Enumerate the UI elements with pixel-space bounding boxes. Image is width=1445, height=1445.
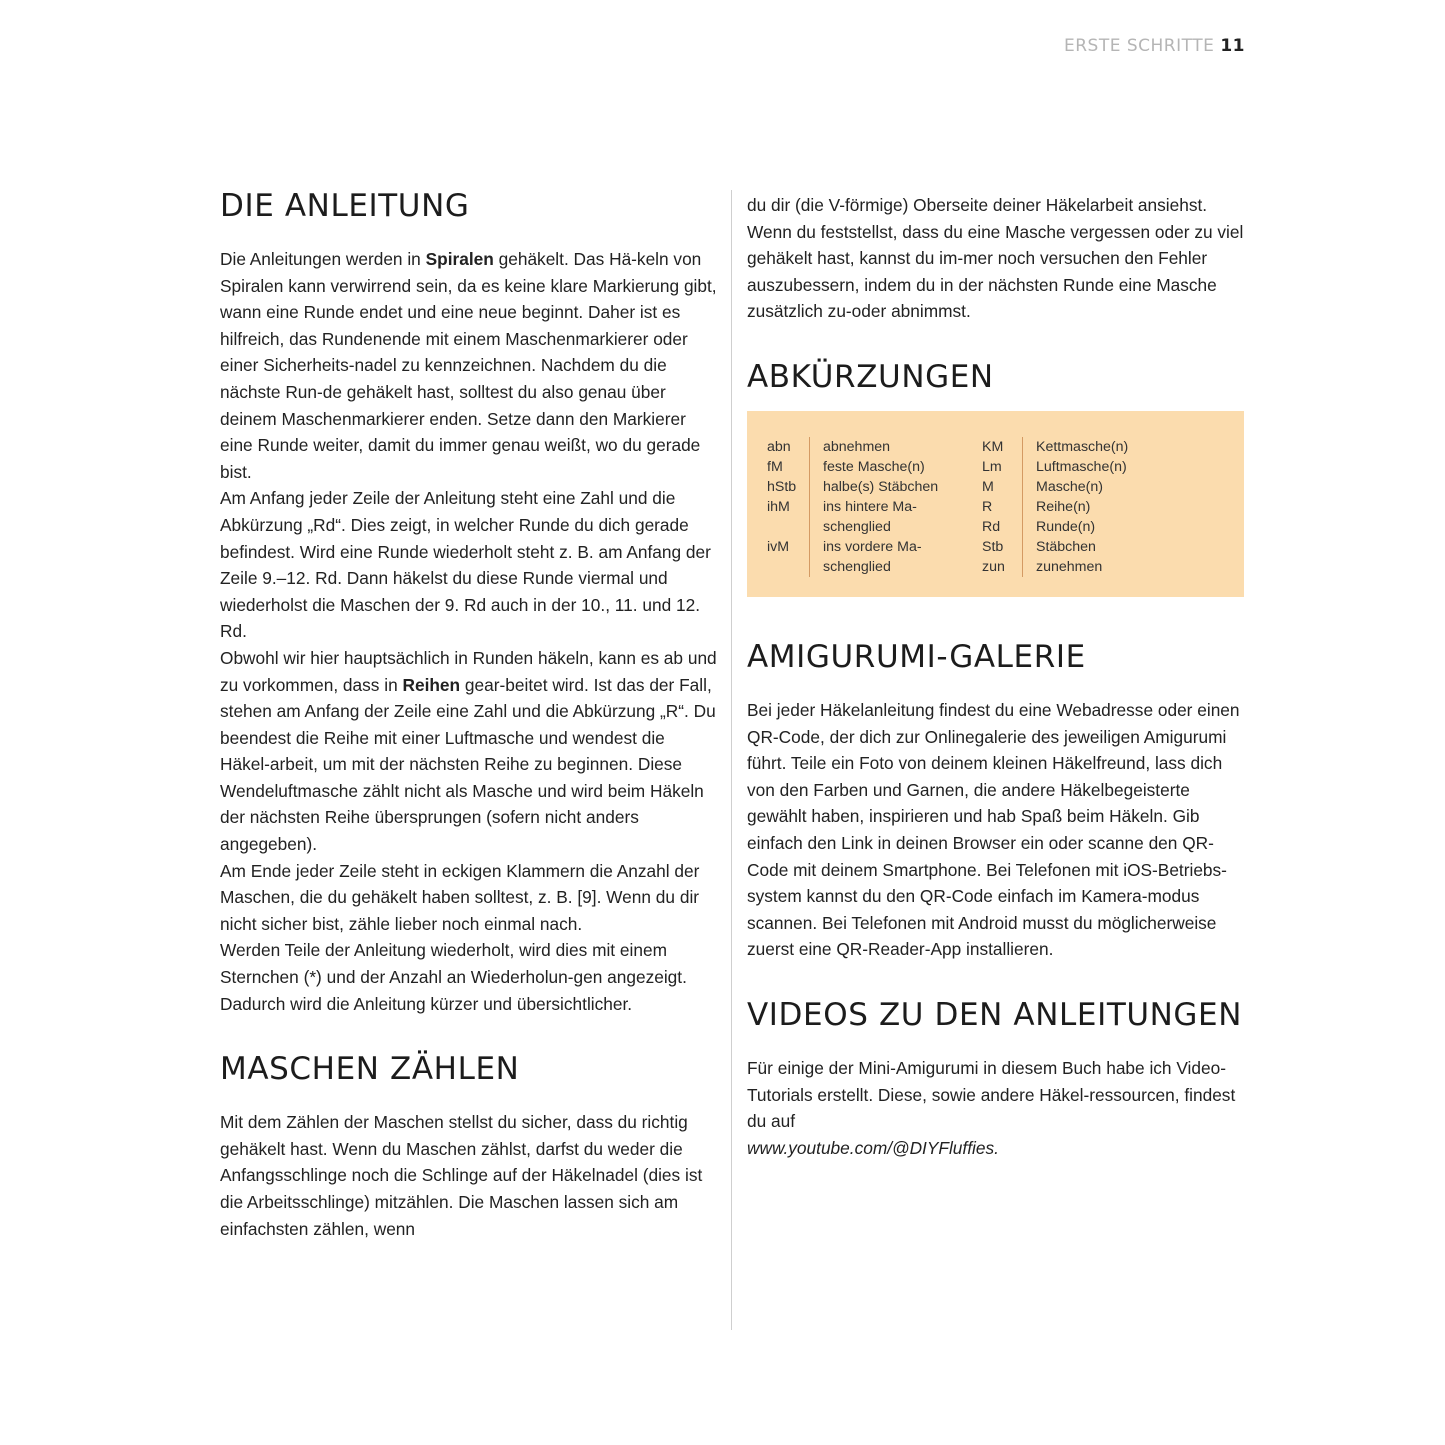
abbr-description: Runde(n) (1036, 518, 1096, 535)
heading-maschen-zaehlen: MASCHEN ZÄHLEN (220, 1051, 520, 1088)
bold-term-spiralen: Spiralen (425, 249, 494, 269)
abbr-codes-left (767, 437, 809, 577)
abbr-code (767, 517, 809, 537)
paragraph-maschen-zaehlen: Mit dem Zählen der Maschen stellst du sicher, dass du richtig gehäkelt hast. Wenn du Maschen zählst, darfst du weder die Anfangsschlinge noch die Schlinge auf der Häkelnadel (dies ist die Arbeitsschlinge) mitzählen. Die Maschen lassen sich am einfachsten zählen, wenn (220, 1112, 703, 1239)
left-column (220, 186, 718, 1242)
paragraph-wiederholungen: Werden Teile der Anleitung wiederholt, wird dies mit einem Sternchen (*) und der Anzahl an Wiederholun-gen angezeigt. Dadurch wird die Anleitung kürzer und übersichtlicher. (220, 940, 687, 1014)
text-run: Für einige der Mini-Amigurumi in diesem Buch habe ich Video-Tutorials erstellt. Diese, sowie andere Häkel-ressourcen, findest du auf (747, 1057, 1236, 1132)
abbr-description: schenglied (823, 558, 891, 575)
abbr-code: hStb (767, 478, 797, 495)
abbr-code: abn (767, 438, 791, 455)
paragraph-maschen-fortsetzung: du dir (die V-förmige) Oberseite deiner Häkelarbeit ansiehst. Wenn du feststellst, dass du eine Masche vergessen oder zu viel gehäkelt hast, kannst du im-mer noch versuchen den Fehler auszubessern, indem du in der nächsten Runde eine Masche zusätzlich zu-oder abnimmst. (747, 195, 1244, 322)
abbr-description: halbe(s) Stäbchen (823, 478, 939, 495)
abbreviation-table (747, 411, 1244, 597)
paragraph-videos (747, 1055, 1245, 1161)
abbr-code: zun (982, 558, 1005, 575)
abbr-description: ins hintere Ma- (823, 498, 917, 515)
abbr-description: Kettmasche(n) (1036, 438, 1129, 455)
abbr-code: R (982, 498, 993, 515)
abbr-description: schenglied (823, 518, 891, 535)
abbr-code: ihM (767, 498, 790, 515)
text-run: gehäkelt. Das Hä-keln von Spiralen kann verwirrend sein, da es keine klare Markierung gibt, wann eine Runde endet und eine neue beginnt. Daher ist es hilfreich, das Rundenende mit einem Maschenmarkierer oder einer Sicherheits-nadel zu kennzeichnen. Nachdem du die nächste Run-de gehäkelt hast, solltest du also genau über deinem Maschenmarkierer enden. Setze dann den Markierer eine Runde weiter, damit du immer genau weißt, wo du gerade bist. (220, 249, 717, 482)
heading-amigurumi-galerie: AMIGURUMI-GALERIE (747, 638, 1086, 675)
heading-videos: VIDEOS ZU DEN ANLEITUNGEN (747, 996, 1243, 1033)
paragraph-klammern: Am Ende jeder Zeile steht in eckigen Klammern die Anzahl der Maschen, die du gehäkelt haben solltest, z. B. [9]. Wenn du dir nicht sicher bist, zähle lieber noch einmal nach. (220, 860, 700, 934)
paragraph-spiralen (220, 246, 718, 485)
abbr-code: Stb (982, 538, 1004, 555)
abbr-descriptions-left (809, 437, 957, 577)
right-column (747, 192, 1245, 1161)
abbr-code: Lm (982, 458, 1002, 475)
paragraph-galerie: Bei jeder Häkelanleitung findest du eine Webadresse oder einen QR-Code, der dich zur Onlinegalerie des jeweiligen Amigurumi führt. Teile ein Foto von deinem kleinen Häkelfreund, lass dich von den Farben und Garnen, die andere Häkelbegeisterte gewählt haben, inspirieren und hab Spaß beim Häkeln. Gib einfach den Link in deinen Browser ein oder scanne den QR-Code mit deinem Smartphone. Bei Telefonen mit iOS-Betriebs-system kannst du den QR-Code einfach im Kamera-modus scannen. Bei Telefonen mit Android musst du möglicherweise zuerst eine QR-Reader-App installieren. (747, 699, 1240, 960)
abbr-description: Masche(n) (1036, 478, 1104, 495)
abbr-description: Stäbchen (1036, 538, 1096, 555)
section-title: ERSTE SCHRITTE (1063, 36, 1215, 56)
abbr-code: KM (982, 438, 1004, 455)
abbr-codes-right (982, 437, 1022, 577)
abbr-code: ivM (767, 538, 790, 555)
abbr-description: Luftmasche(n) (1036, 458, 1127, 475)
running-head (1064, 36, 1245, 56)
abbr-description: Reihe(n) (1036, 498, 1091, 515)
page-number: 11 (1220, 36, 1245, 56)
text-run: Die Anleitungen werden in (220, 249, 426, 269)
text-run: Obwohl wir hier hauptsächlich in Runden häkeln, kann es ab und zu vorkommen, dass in (220, 647, 717, 695)
abbr-description: ins vordere Ma- (823, 538, 922, 555)
abbr-code: fM (767, 458, 783, 475)
heading-die-anleitung: DIE ANLEITUNG (220, 188, 470, 224)
abbr-code: M (982, 478, 994, 495)
abbr-description: feste Masche(n) (823, 458, 925, 475)
abbr-code (767, 557, 809, 577)
abbr-code: Rd (982, 518, 1001, 535)
youtube-link[interactable]: www.youtube.com/@DIYFluffies. (747, 1137, 999, 1158)
paragraph-runden: Am Anfang jeder Zeile der Anleitung steht eine Zahl und die Abkürzung „Rd“. Dies zeigt, in welcher Runde du dich gerade befindest. Wird eine Runde wiederholt steht z. B. am Anfang der Zeile 9.–12. Rd. Dann häkelst du diese Runde viermal und wiederholst die Maschen der 9. Rd auch in der 10., 11. und 12. Rd. (220, 488, 711, 642)
column-divider (731, 190, 732, 1330)
paragraph-reihen (220, 645, 718, 858)
abbr-descriptions-right (1022, 437, 1128, 577)
bold-term-reihen: Reihen (402, 674, 461, 695)
abbr-description: abnehmen (823, 438, 891, 455)
text-run: gear-beitet wird. Ist das der Fall, stehen am Anfang der Zeile eine Zahl und die Abkürzung „R“. Du beendest die Reihe mit einer Luftmasche und wendest die Häkel-arbeit, um mit der nächsten Reihe zu beginnen. Diese Wendeluftmasche zählt nicht als Masche und wird beim Häkeln der nächsten Reihe übersprungen (sofern nicht anders angegeben). (220, 674, 716, 855)
abbr-description: zunehmen (1036, 558, 1103, 575)
heading-abkuerzungen: ABKÜRZUNGEN (747, 358, 994, 395)
